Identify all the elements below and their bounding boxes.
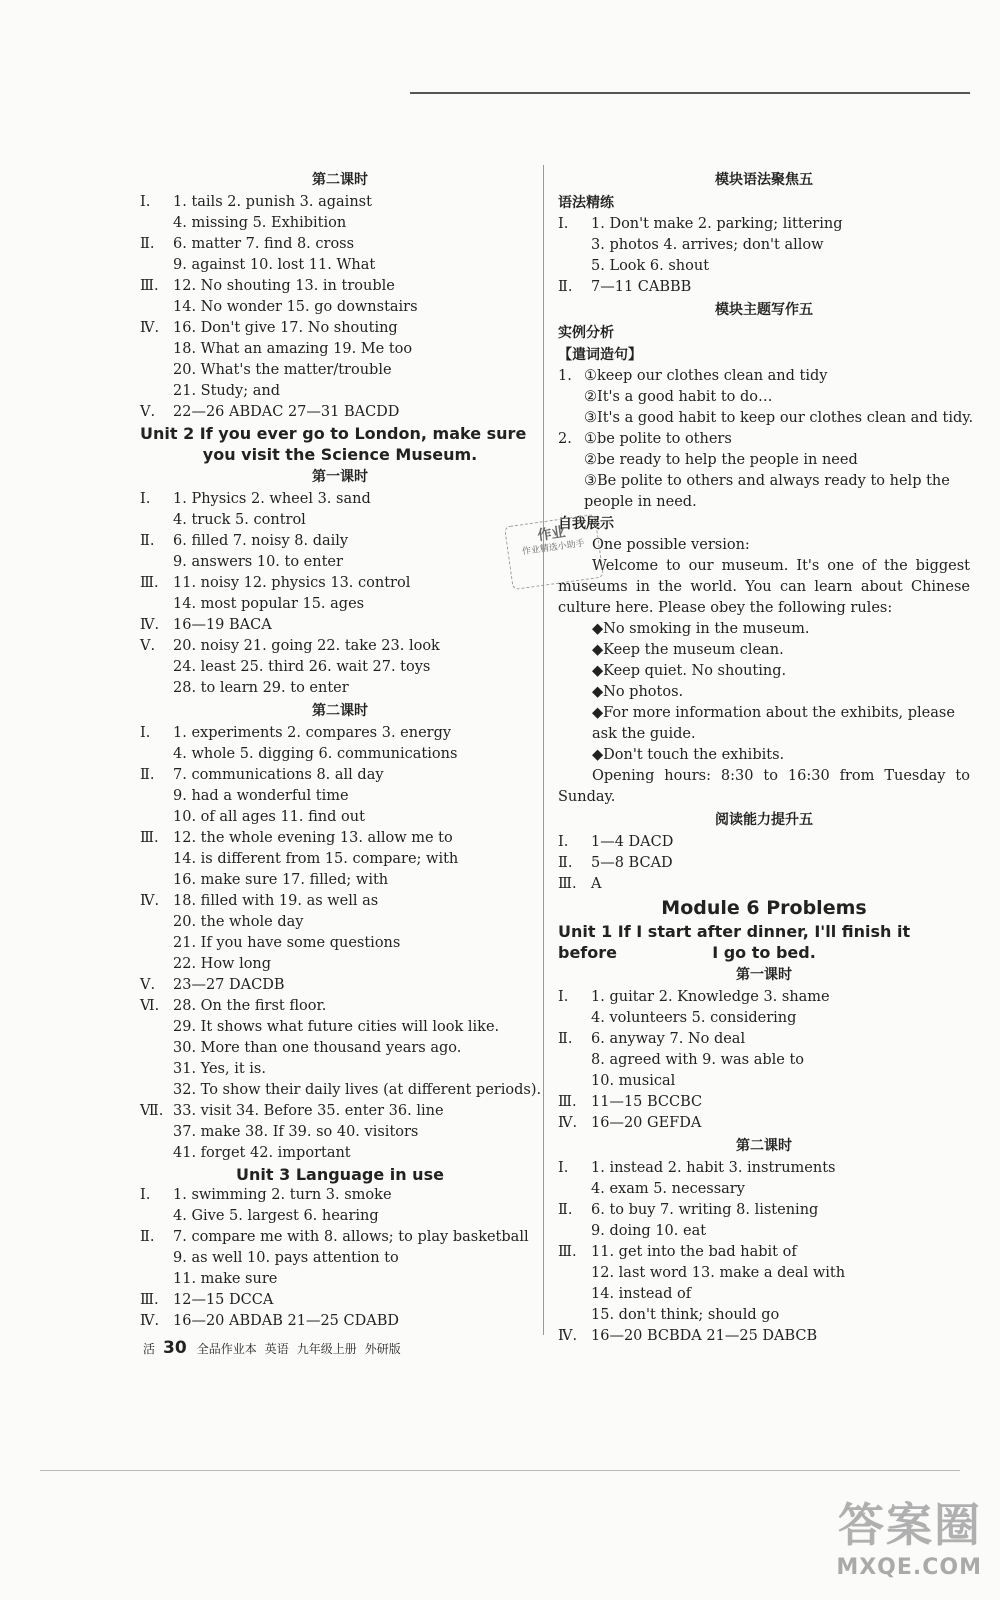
question-number: Ⅰ. xyxy=(558,1160,569,1176)
question-number: Ⅱ. xyxy=(558,855,573,871)
unit-title xyxy=(140,444,540,465)
line-text: Unit 3 Language in use xyxy=(236,1165,444,1184)
line-text: ③It's a good habit to keep our clothes clean and tidy. xyxy=(584,410,974,426)
rule-bullet xyxy=(558,745,970,766)
question-number: 2. xyxy=(558,431,572,447)
line-text: 14. is different from 15. compare; with xyxy=(173,851,459,867)
answer-line xyxy=(140,657,540,678)
question-number: Ⅲ. xyxy=(558,1094,577,1110)
answer-line xyxy=(140,276,540,297)
question-number: Ⅱ. xyxy=(558,1202,573,1218)
answer-line xyxy=(558,1200,970,1221)
question-number: Ⅳ. xyxy=(558,1328,578,1344)
line-text: 7. communications 8. all day xyxy=(173,767,384,783)
answer-line xyxy=(140,786,540,807)
rule-bullet xyxy=(558,619,970,640)
page-number: 30 xyxy=(163,1338,187,1358)
watermark-line-2: MXQE.COM xyxy=(836,1555,982,1580)
line-text: 12—15 DCCA xyxy=(173,1292,274,1308)
question-number: Ⅳ. xyxy=(140,320,160,336)
line-text: 1. swimming 2. turn 3. smoke xyxy=(173,1187,392,1203)
line-text: 22—26 ABDAC 27—31 BACDD xyxy=(173,404,400,420)
line-text: ③Be polite to others and always ready to help the people in need. xyxy=(584,473,950,510)
rule-bullet xyxy=(558,703,970,745)
line-text: 31. Yes, it is. xyxy=(173,1061,266,1077)
essay-paragraph xyxy=(558,535,970,556)
section-heading xyxy=(558,1134,970,1158)
line-text: 9. against 10. lost 11. What xyxy=(173,257,376,273)
section-heading xyxy=(558,168,970,192)
line-text: 实例分析 xyxy=(558,325,614,341)
answer-line xyxy=(558,1050,970,1071)
line-text: ◆No photos. xyxy=(592,684,684,700)
watermark xyxy=(836,1489,982,1580)
question-number: Ⅲ. xyxy=(140,575,159,591)
line-text: 9. as well 10. pays attention to xyxy=(173,1250,399,1266)
line-text: 6. to buy 7. writing 8. listening xyxy=(591,1202,819,1218)
section-heading xyxy=(140,699,540,723)
answer-line xyxy=(558,277,970,298)
answer-line xyxy=(140,594,540,615)
footer-book: 全品作业本 xyxy=(196,1342,257,1356)
line-text: 模块语法聚焦五 xyxy=(715,172,813,188)
answer-line xyxy=(140,1290,540,1311)
answer-line xyxy=(140,1185,540,1206)
question-number: Ⅲ. xyxy=(558,1244,577,1260)
line-text: 16—19 BACA xyxy=(173,617,272,633)
line-text: 23—27 DACDB xyxy=(173,977,285,993)
line-text: 1. Physics 2. wheel 3. sand xyxy=(173,491,371,507)
line-text: I go to bed. xyxy=(712,943,816,962)
line-text: Module 6 Problems xyxy=(661,897,867,919)
answer-line xyxy=(558,450,970,471)
line-text: Opening hours: 8:30 to 16:30 from Tuesday to Sunday. xyxy=(558,768,970,805)
line-text: 41. forget 42. important xyxy=(173,1145,351,1161)
line-text: 11. get into the bad habit of xyxy=(591,1244,797,1260)
line-text: 16—20 BCBDA 21—25 DABCB xyxy=(591,1328,818,1344)
line-text: 4. truck 5. control xyxy=(173,512,306,528)
answer-line xyxy=(140,891,540,912)
answer-line xyxy=(140,678,540,699)
question-number: Ⅶ. xyxy=(140,1103,164,1119)
line-text: 7—11 CABBB xyxy=(591,279,692,295)
stamp-seal xyxy=(504,514,604,590)
line-text: 【遣词造句】 xyxy=(558,347,642,363)
line-text: 14. No wonder 15. go downstairs xyxy=(173,299,418,315)
answer-line xyxy=(140,402,540,423)
line-text: 16—20 ABDAB 21—25 CDABD xyxy=(173,1313,399,1329)
answer-line xyxy=(558,1221,970,1242)
question-number: Ⅴ. xyxy=(140,977,156,993)
question-number: Ⅱ. xyxy=(558,1031,573,1047)
stamp-line-2: 作业精选小助手 xyxy=(521,538,586,558)
footer-prefix: 活 xyxy=(143,1342,156,1356)
line-text: ①keep our clothes clean and tidy xyxy=(584,368,828,384)
answer-line xyxy=(140,255,540,276)
answer-line xyxy=(558,429,970,450)
line-text: 16—20 GEFDA xyxy=(591,1115,702,1131)
answer-line xyxy=(140,318,540,339)
line-text: 14. most popular 15. ages xyxy=(173,596,365,612)
answer-line xyxy=(140,489,540,510)
answer-line xyxy=(140,297,540,318)
line-text: 1. Don't make 2. parking; littering xyxy=(591,216,843,232)
line-text: 1. experiments 2. compares 3. energy xyxy=(173,725,452,741)
line-text: 9. doing 10. eat xyxy=(591,1223,707,1239)
question-number: Ⅰ. xyxy=(558,989,569,1005)
answer-line xyxy=(140,1143,540,1164)
answer-line xyxy=(140,1227,540,1248)
question-number: Ⅴ. xyxy=(140,638,156,654)
line-text: 15. don't think; should go xyxy=(591,1307,780,1323)
line-text: ②be ready to help the people in need xyxy=(584,452,858,468)
line-text: 29. It shows what future cities will look like. xyxy=(173,1019,500,1035)
question-number: Ⅲ. xyxy=(140,830,159,846)
answer-line xyxy=(140,339,540,360)
line-text: 5—8 BCAD xyxy=(591,855,673,871)
subsection-heading xyxy=(558,513,970,535)
answer-line xyxy=(140,615,540,636)
answer-line xyxy=(558,1008,970,1029)
answer-line xyxy=(558,1071,970,1092)
answer-line xyxy=(140,807,540,828)
stamp-line-1: 作业 xyxy=(536,524,567,545)
question-number: Ⅵ. xyxy=(140,998,160,1014)
answer-line xyxy=(558,366,970,387)
right-column xyxy=(558,168,974,1347)
question-number: Ⅰ. xyxy=(140,194,151,210)
line-text: 模块主题写作五 xyxy=(715,302,813,318)
footer-edition: 外研版 xyxy=(364,1342,401,1356)
question-number: Ⅱ. xyxy=(140,1229,155,1245)
line-text: ①be polite to others xyxy=(584,431,732,447)
answer-line xyxy=(558,853,970,874)
section-heading xyxy=(140,168,540,192)
question-number: Ⅱ. xyxy=(140,533,155,549)
answer-line xyxy=(558,1158,970,1179)
unit-title xyxy=(558,942,970,963)
line-text: 24. least 25. third 26. wait 27. toys xyxy=(173,659,431,675)
question-number: Ⅳ. xyxy=(140,1313,160,1329)
line-text: 32. To show their daily lives (at different periods). xyxy=(173,1082,542,1098)
line-text: 18. What an amazing 19. Me too xyxy=(173,341,413,357)
answer-line xyxy=(140,870,540,891)
answer-line xyxy=(140,975,540,996)
watermark-line-1: 答案圈 xyxy=(838,1498,982,1552)
answer-line xyxy=(140,1248,540,1269)
answer-line xyxy=(140,510,540,531)
line-text: ②It's a good habit to do… xyxy=(584,389,773,405)
question-number: Ⅳ. xyxy=(140,617,160,633)
line-text: 11. noisy 12. physics 13. control xyxy=(173,575,411,591)
line-text: 第二课时 xyxy=(312,172,368,188)
question-number: Ⅳ. xyxy=(558,1115,578,1131)
line-text: 21. Study; and xyxy=(173,383,281,399)
section-heading xyxy=(140,465,540,489)
line-text: 12. last word 13. make a deal with xyxy=(591,1265,846,1281)
line-text: 18. filled with 19. as well as xyxy=(173,893,379,909)
answer-line xyxy=(140,828,540,849)
unit-title xyxy=(140,1164,540,1185)
section-heading xyxy=(558,963,970,987)
answer-line xyxy=(558,1305,970,1326)
line-text: 6. anyway 7. No deal xyxy=(591,1031,746,1047)
line-text: 第一课时 xyxy=(736,967,792,983)
line-text: 第二课时 xyxy=(736,1138,792,1154)
line-text: Unit 1 If I start after dinner, I'll finish it before xyxy=(558,922,911,962)
bottom-rule xyxy=(40,1470,960,1471)
left-column xyxy=(140,168,540,1332)
answer-line xyxy=(558,1179,970,1200)
question-number: Ⅰ. xyxy=(140,725,151,741)
line-text: 33. visit 34. Before 35. enter 36. line xyxy=(173,1103,444,1119)
answer-line xyxy=(140,234,540,255)
line-text: ◆Don't touch the exhibits. xyxy=(592,747,785,763)
subsection-heading xyxy=(558,322,970,344)
answer-line xyxy=(140,213,540,234)
answer-line xyxy=(558,387,970,408)
answer-line xyxy=(140,744,540,765)
essay-paragraph xyxy=(558,766,970,808)
line-text: 20. What's the matter/trouble xyxy=(173,362,392,378)
answer-line xyxy=(140,1269,540,1290)
line-text: A xyxy=(591,876,602,892)
answer-line xyxy=(140,573,540,594)
line-text: 4. whole 5. digging 6. communications xyxy=(173,746,458,762)
question-number: Ⅳ. xyxy=(140,893,160,909)
answer-line xyxy=(140,192,540,213)
line-text: 6. filled 7. noisy 8. daily xyxy=(173,533,349,549)
question-number: Ⅱ. xyxy=(558,279,573,295)
line-text: 28. On the first floor. xyxy=(173,998,327,1014)
answer-line xyxy=(558,832,970,853)
line-text: 14. instead of xyxy=(591,1286,692,1302)
rule-bullet xyxy=(558,661,970,682)
answer-line xyxy=(140,1059,540,1080)
line-text: 28. to learn 29. to enter xyxy=(173,680,349,696)
answer-line xyxy=(558,1029,970,1050)
question-number: Ⅰ. xyxy=(140,491,151,507)
answer-line xyxy=(558,874,970,895)
answer-line xyxy=(140,1017,540,1038)
rule-bullet xyxy=(558,640,970,661)
line-text: 4. volunteers 5. considering xyxy=(591,1010,797,1026)
line-text: 10. musical xyxy=(591,1073,676,1089)
answer-line xyxy=(558,1284,970,1305)
line-text: 4. missing 5. Exhibition xyxy=(173,215,347,231)
answer-line xyxy=(558,1113,970,1134)
line-text: 11—15 BCCBC xyxy=(591,1094,703,1110)
question-number: Ⅲ. xyxy=(558,876,577,892)
line-text: ◆Keep quiet. No shouting. xyxy=(592,663,787,679)
line-text: 1. instead 2. habit 3. instruments xyxy=(591,1160,836,1176)
answer-line xyxy=(140,765,540,786)
answer-line xyxy=(558,256,970,277)
line-text: 21. If you have some questions xyxy=(173,935,401,951)
line-text: 阅读能力提升五 xyxy=(715,812,813,828)
line-text: 语法精练 xyxy=(558,195,614,211)
top-rule xyxy=(410,92,970,94)
line-text: 5. Look 6. shout xyxy=(591,258,710,274)
line-text: 12. the whole evening 13. allow me to xyxy=(173,830,453,846)
answer-line xyxy=(140,933,540,954)
question-number: Ⅲ. xyxy=(140,1292,159,1308)
line-text: 1—4 DACD xyxy=(591,834,674,850)
line-text: 37. make 38. If 39. so 40. visitors xyxy=(173,1124,419,1140)
line-text: Unit 2 If you ever go to London, make sure xyxy=(140,424,527,443)
line-text: 自我展示 xyxy=(558,516,614,532)
page-footer xyxy=(143,1338,409,1358)
line-text: 20. noisy 21. going 22. take 23. look xyxy=(173,638,440,654)
module-title xyxy=(558,895,970,921)
question-number: Ⅱ. xyxy=(140,236,155,252)
line-text: 16. make sure 17. filled; with xyxy=(173,872,389,888)
line-text: ◆For more information about the exhibits, please ask the guide. xyxy=(592,705,955,742)
footer-subject: 英语 xyxy=(264,1342,289,1356)
answer-line xyxy=(140,1080,540,1101)
line-text: 12. No shouting 13. in trouble xyxy=(173,278,395,294)
question-number: 1. xyxy=(558,368,572,384)
subsection-heading xyxy=(558,344,970,366)
column-divider xyxy=(543,165,544,1335)
line-text: 6. matter 7. find 8. cross xyxy=(173,236,355,252)
answer-line xyxy=(558,1326,970,1347)
answer-line xyxy=(140,954,540,975)
line-text: 22. How long xyxy=(173,956,272,972)
line-text: 3. photos 4. arrives; don't allow xyxy=(591,237,824,253)
line-text: 第一课时 xyxy=(312,469,368,485)
answer-line xyxy=(140,552,540,573)
unit-title xyxy=(140,423,540,444)
question-number: Ⅱ. xyxy=(140,767,155,783)
footer-grade: 九年级上册 xyxy=(296,1342,357,1356)
question-number: Ⅲ. xyxy=(140,278,159,294)
line-text: 9. had a wonderful time xyxy=(173,788,349,804)
answer-line xyxy=(140,531,540,552)
question-number: Ⅰ. xyxy=(558,216,569,232)
line-text: 20. the whole day xyxy=(173,914,304,930)
line-text: 16. Don't give 17. No shouting xyxy=(173,320,398,336)
answer-line xyxy=(558,408,974,429)
line-text: One possible version: xyxy=(592,537,750,553)
answer-line xyxy=(140,636,540,657)
answer-line xyxy=(140,1101,540,1122)
subsection-heading xyxy=(558,192,970,214)
section-heading xyxy=(558,808,970,832)
answer-line xyxy=(140,849,540,870)
line-text: ◆Keep the museum clean. xyxy=(592,642,784,658)
answer-line xyxy=(140,912,540,933)
answer-line xyxy=(140,381,540,402)
line-text: 10. of all ages 11. find out xyxy=(173,809,365,825)
line-text: 1. guitar 2. Knowledge 3. shame xyxy=(591,989,830,1005)
section-heading xyxy=(558,298,970,322)
answer-line xyxy=(558,471,970,513)
line-text: you visit the Science Museum. xyxy=(202,445,478,464)
line-text: 4. exam 5. necessary xyxy=(591,1181,745,1197)
answer-line xyxy=(558,235,970,256)
answer-line xyxy=(140,360,540,381)
question-number: Ⅰ. xyxy=(558,834,569,850)
answer-line xyxy=(558,1263,970,1284)
line-text: 8. agreed with 9. was able to xyxy=(591,1052,805,1068)
answer-line xyxy=(140,1122,540,1143)
answer-line xyxy=(140,996,540,1017)
answer-line xyxy=(558,987,970,1008)
line-text: 1. tails 2. punish 3. against xyxy=(173,194,372,210)
question-number: Ⅰ. xyxy=(140,1187,151,1203)
answer-line xyxy=(558,1242,970,1263)
rule-bullet xyxy=(558,682,970,703)
line-text: 7. compare me with 8. allows; to play basketball xyxy=(173,1229,529,1245)
line-text: 11. make sure xyxy=(173,1271,278,1287)
answer-line xyxy=(140,723,540,744)
line-text: Welcome to our museum. It's one of the biggest museums in the world. You can learn about Chinese culture here. Please obey the following rules: xyxy=(558,558,970,616)
answer-line xyxy=(558,1092,970,1113)
answer-line xyxy=(140,1038,540,1059)
line-text: 4. Give 5. largest 6. hearing xyxy=(173,1208,379,1224)
line-text: 30. More than one thousand years ago. xyxy=(173,1040,462,1056)
line-text: 9. answers 10. to enter xyxy=(173,554,343,570)
line-text: ◆No smoking in the museum. xyxy=(592,621,810,637)
answer-line xyxy=(558,214,970,235)
question-number: Ⅴ. xyxy=(140,404,156,420)
line-text: 第二课时 xyxy=(312,703,368,719)
answer-line xyxy=(140,1206,540,1227)
answer-line xyxy=(140,1311,540,1332)
essay-paragraph xyxy=(558,556,970,619)
